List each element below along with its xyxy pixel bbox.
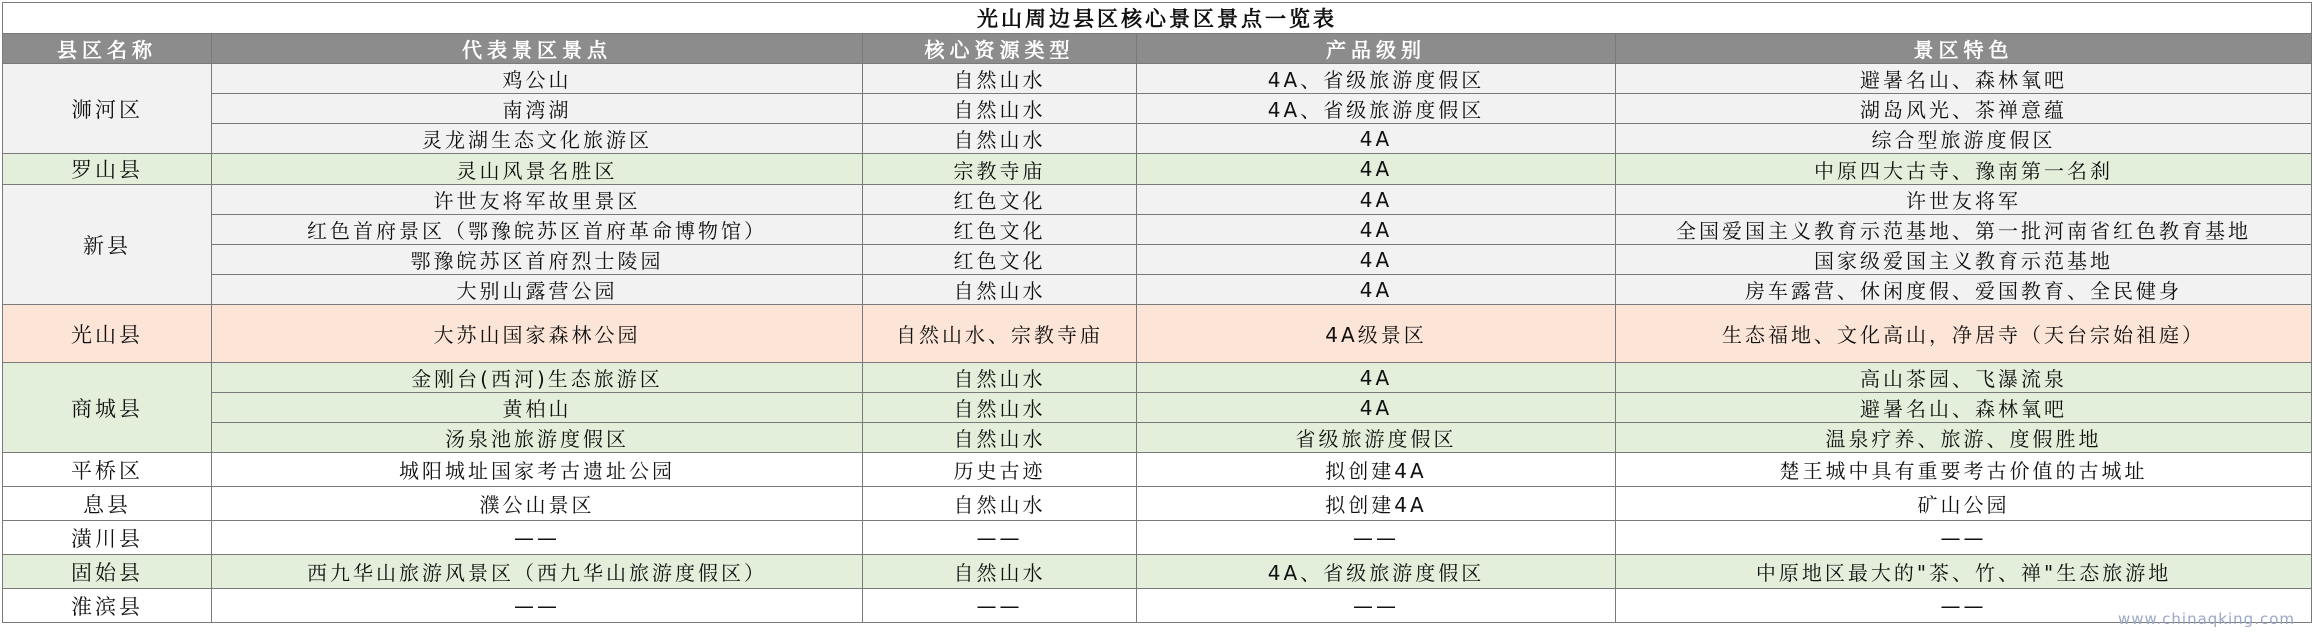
- resource-type-cell: 自然山水: [863, 487, 1137, 521]
- feature-cell: 矿山公园: [1616, 487, 2312, 521]
- spot-cell: 金刚台(西河)生态旅游区: [212, 363, 863, 393]
- spot-cell: 许世友将军故里景区: [212, 185, 863, 215]
- spot-cell: 红色首府景区（鄂豫皖苏区首府革命博物馆）: [212, 215, 863, 245]
- product-level-cell: 4A: [1137, 393, 1616, 423]
- spot-cell: 南湾湖: [212, 94, 863, 124]
- resource-type-cell: 自然山水: [863, 555, 1137, 589]
- table-row: [3, 453, 2312, 487]
- resource-type-cell: 红色文化: [863, 185, 1137, 215]
- table-row: [3, 245, 2312, 275]
- product-level-cell: 4A: [1137, 154, 1616, 185]
- table-row: [3, 275, 2312, 305]
- county-cell: 平桥区: [3, 453, 212, 487]
- feature-cell: 避暑名山、森林氧吧: [1616, 64, 2312, 94]
- product-level-cell: 省级旅游度假区: [1137, 423, 1616, 453]
- feature-cell: ——: [1616, 521, 2312, 555]
- county-cell: 淮滨县: [3, 589, 212, 623]
- spot-cell: 灵龙湖生态文化旅游区: [212, 124, 863, 154]
- resource-type-cell: 自然山水: [863, 363, 1137, 393]
- table-row: [3, 94, 2312, 124]
- table-row: [3, 124, 2312, 154]
- feature-cell: 中原四大古寺、豫南第一名刹: [1616, 154, 2312, 185]
- spot-cell: 大苏山国家森林公园: [212, 305, 863, 363]
- spot-cell: 大别山露营公园: [212, 275, 863, 305]
- spot-cell: 汤泉池旅游度假区: [212, 423, 863, 453]
- watermark: www.chinaqking.com: [2117, 610, 2295, 628]
- feature-cell: 许世友将军: [1616, 185, 2312, 215]
- product-level-cell: ——: [1137, 589, 1616, 623]
- product-level-cell: 4A: [1137, 245, 1616, 275]
- table-row: [3, 154, 2312, 185]
- feature-cell: 高山茶园、飞瀑流泉: [1616, 363, 2312, 393]
- product-level-cell: 拟创建4A: [1137, 453, 1616, 487]
- spot-cell: 鸡公山: [212, 64, 863, 94]
- product-level-cell: 4A: [1137, 124, 1616, 154]
- product-level-cell: 拟创建4A: [1137, 487, 1616, 521]
- county-cell: 固始县: [3, 555, 212, 589]
- table-container: [2, 2, 2311, 623]
- spot-cell: 西九华山旅游风景区（西九华山旅游度假区）: [212, 555, 863, 589]
- table-row: [3, 555, 2312, 589]
- resource-type-cell: 历史古迹: [863, 453, 1137, 487]
- table-body: [3, 64, 2312, 623]
- county-cell: 息县: [3, 487, 212, 521]
- resource-type-cell: 自然山水: [863, 393, 1137, 423]
- table-row: [3, 423, 2312, 453]
- feature-cell: 避暑名山、森林氧吧: [1616, 393, 2312, 423]
- product-level-cell: 4A: [1137, 275, 1616, 305]
- county-cell: 光山县: [3, 305, 212, 363]
- feature-cell: 中原地区最大的"茶、竹、禅"生态旅游地: [1616, 555, 2312, 589]
- feature-cell: 楚王城中具有重要考古价值的古城址: [1616, 453, 2312, 487]
- resource-type-cell: 自然山水: [863, 275, 1137, 305]
- spot-cell: 鄂豫皖苏区首府烈士陵园: [212, 245, 863, 275]
- feature-cell: 国家级爱国主义教育示范基地: [1616, 245, 2312, 275]
- table-row: [3, 487, 2312, 521]
- county-cell: 新县: [3, 185, 212, 305]
- spot-cell: 城阳城址国家考古遗址公园: [212, 453, 863, 487]
- table-row: [3, 185, 2312, 215]
- county-cell: 潢川县: [3, 521, 212, 555]
- feature-cell: 房车露营、休闲度假、爱国教育、全民健身: [1616, 275, 2312, 305]
- table-row: [3, 215, 2312, 245]
- resource-type-cell: 自然山水: [863, 94, 1137, 124]
- spot-cell: 濮公山景区: [212, 487, 863, 521]
- table-row: [3, 589, 2312, 623]
- feature-cell: 湖岛风光、茶禅意蕴: [1616, 94, 2312, 124]
- resource-type-cell: 自然山水: [863, 124, 1137, 154]
- county-cell: 浉河区: [3, 64, 212, 154]
- feature-cell: 温泉疗养、旅游、度假胜地: [1616, 423, 2312, 453]
- feature-cell: ——: [1616, 589, 2312, 623]
- spot-cell: 灵山风景名胜区: [212, 154, 863, 185]
- county-cell: 商城县: [3, 363, 212, 453]
- resource-type-cell: 宗教寺庙: [863, 154, 1137, 185]
- table-row: [3, 64, 2312, 94]
- product-level-cell: 4A: [1137, 185, 1616, 215]
- resource-type-cell: 自然山水、宗教寺庙: [863, 305, 1137, 363]
- resource-type-cell: 红色文化: [863, 215, 1137, 245]
- product-level-cell: 4A、省级旅游度假区: [1137, 555, 1616, 589]
- resource-type-cell: 红色文化: [863, 245, 1137, 275]
- table-row: [3, 521, 2312, 555]
- product-level-cell: 4A、省级旅游度假区: [1137, 94, 1616, 124]
- scenic-spots-table: [2, 2, 2312, 623]
- county-cell: 罗山县: [3, 154, 212, 185]
- header-feature: 景区特色: [1616, 34, 2312, 64]
- feature-cell: 综合型旅游度假区: [1616, 124, 2312, 154]
- product-level-cell: ——: [1137, 521, 1616, 555]
- table-row: [3, 363, 2312, 393]
- resource-type-cell: ——: [863, 521, 1137, 555]
- header-row: [3, 34, 2312, 64]
- header-resource-type: 核心资源类型: [863, 34, 1137, 64]
- resource-type-cell: 自然山水: [863, 64, 1137, 94]
- table-title: 光山周边县区核心景区景点一览表: [3, 3, 2312, 34]
- resource-type-cell: ——: [863, 589, 1137, 623]
- product-level-cell: 4A: [1137, 363, 1616, 393]
- header-product-level: 产品级别: [1137, 34, 1616, 64]
- header-spot: 代表景区景点: [212, 34, 863, 64]
- resource-type-cell: 自然山水: [863, 423, 1137, 453]
- product-level-cell: 4A: [1137, 215, 1616, 245]
- table-row: [3, 393, 2312, 423]
- spot-cell: ——: [212, 521, 863, 555]
- product-level-cell: 4A、省级旅游度假区: [1137, 64, 1616, 94]
- table-row: [3, 305, 2312, 363]
- spot-cell: ——: [212, 589, 863, 623]
- feature-cell: 生态福地、文化高山，净居寺（天台宗始祖庭）: [1616, 305, 2312, 363]
- product-level-cell: 4A级景区: [1137, 305, 1616, 363]
- header-county: 县区名称: [3, 34, 212, 64]
- spot-cell: 黄柏山: [212, 393, 863, 423]
- feature-cell: 全国爱国主义教育示范基地、第一批河南省红色教育基地: [1616, 215, 2312, 245]
